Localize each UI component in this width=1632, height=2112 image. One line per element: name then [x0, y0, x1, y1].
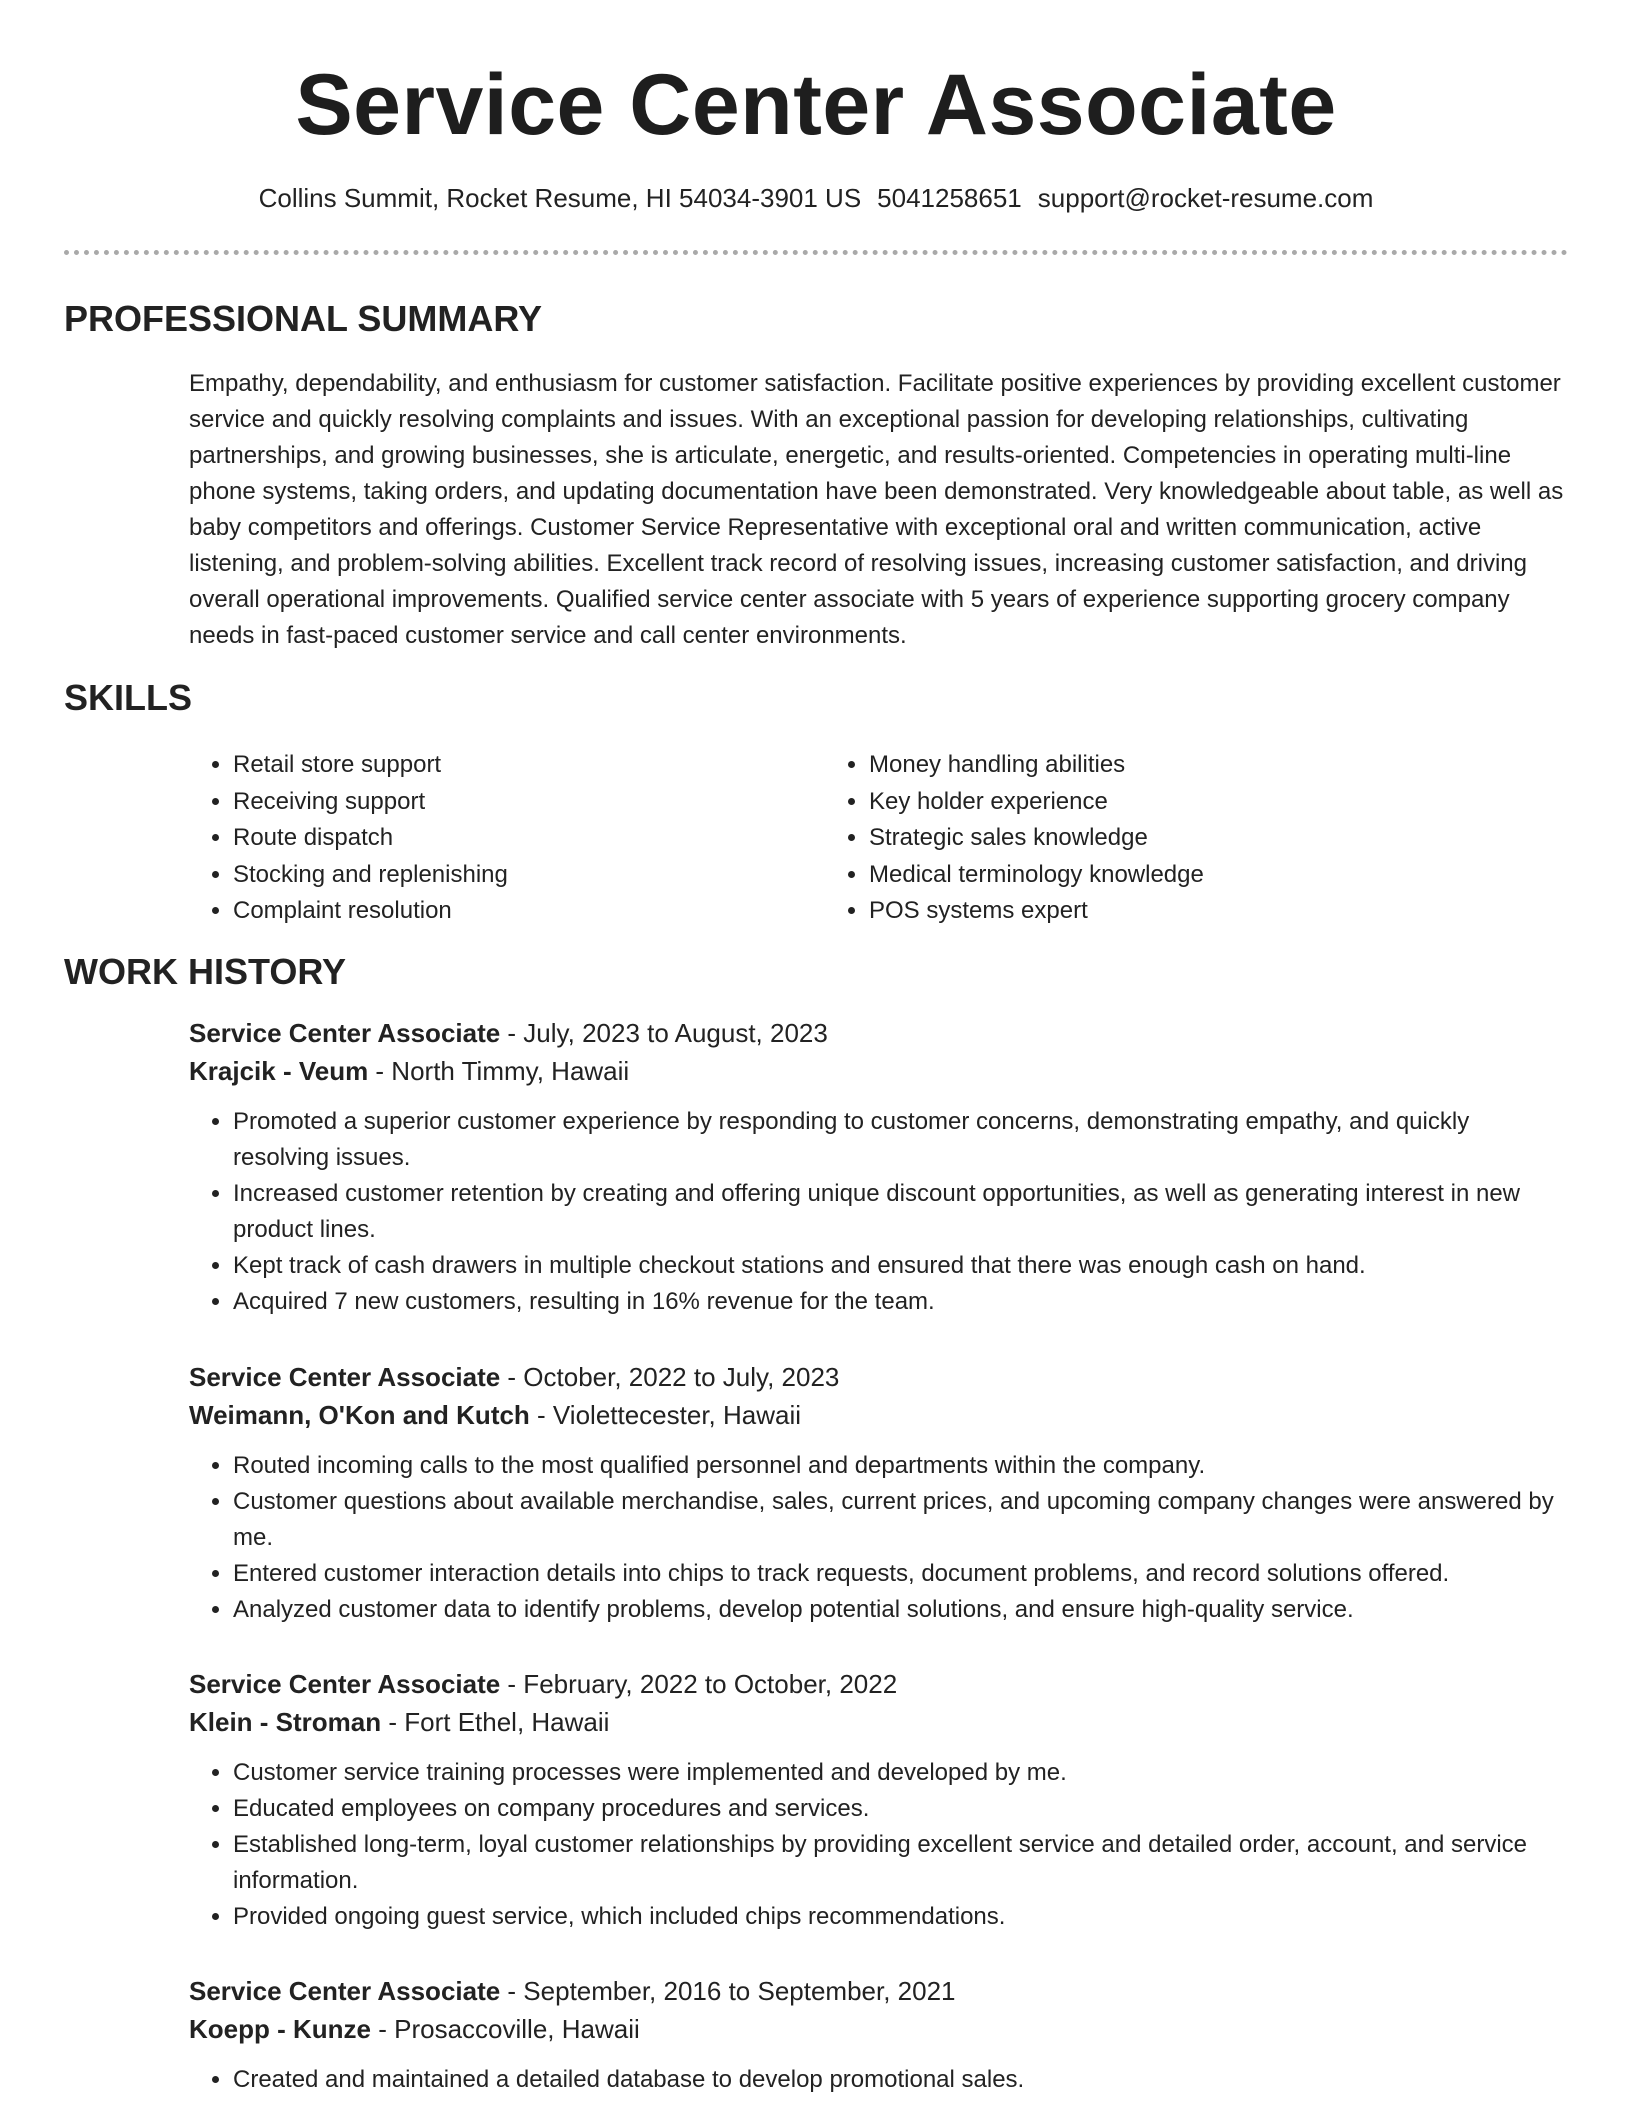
job-bullet: • Kept track of cash drawers in multiple checkout stations and ensured that there was enough cash on hand. — [233, 1248, 1569, 1284]
skill-item: • Route dispatch — [233, 820, 825, 857]
job-company: Koepp - Kunze — [189, 2014, 371, 2044]
job-bullet-list — [189, 1448, 1569, 1628]
job-entry — [189, 1972, 1569, 2098]
job-title-line — [189, 1014, 1569, 1052]
job-location: - Fort Ethel, Hawaii — [381, 1707, 610, 1737]
job-company: Klein - Stroman — [189, 1707, 382, 1737]
job-bullet: • Increased customer retention by creating and offering unique discount opportunities, as well as generating interest in new product lines. — [233, 1176, 1569, 1248]
job-location: - North Timmy, Hawaii — [368, 1056, 630, 1086]
job-dates: - February, 2022 to October, 2022 — [500, 1669, 898, 1699]
job-bullet: • Routed incoming calls to the most qualified personnel and departments within the company. — [233, 1448, 1569, 1484]
job-company: Krajcik - Veum — [189, 1056, 369, 1086]
job-location: - Prosaccoville, Hawaii — [371, 2014, 640, 2044]
contact-line — [0, 180, 1632, 216]
job-dates: - October, 2022 to July, 2023 — [500, 1362, 840, 1392]
job-title-line — [189, 1972, 1569, 2010]
skills-column-right — [825, 747, 1461, 930]
skill-item: • Strategic sales knowledge — [869, 820, 1461, 857]
job-bullet-list — [189, 1755, 1569, 1935]
skill-item: • Receiving support — [233, 784, 825, 821]
job-title-line — [189, 1665, 1569, 1703]
job-company-line — [189, 1396, 1569, 1434]
job-title: Service Center Associate — [189, 1362, 501, 1392]
job-title: Service Center Associate — [189, 1669, 501, 1699]
job-title: Service Center Associate — [189, 1976, 501, 2006]
skill-item: • Complaint resolution — [233, 893, 825, 930]
job-title: Service Center Associate — [189, 1018, 501, 1048]
skill-item: • Medical terminology knowledge — [869, 857, 1461, 894]
job-bullet-list — [189, 1104, 1569, 1320]
job-bullet: • Provided ongoing guest service, which included chips recommendations. — [233, 1899, 1569, 1935]
summary-text: Empathy, dependability, and enthusiasm for customer satisfaction. Facilitate positive experiences by providing excellent customer service and quickly resolving complaints and issues. With an exceptional passion for developing relationships, cultivating partnerships, and growing businesses, she is articulate, energetic, and results-oriented. Competencies in operating multi-line phone systems, taking orders, and updating documentation have been demonstrated. Very knowledgeable about table, as well as baby competitors and offerings. Customer Service Representative with exceptional oral and written communication, active listening, and problem-solving abilities. Excellent track record of resolving issues, increasing customer satisfaction, and driving overall operational improvements. Qualified service center associate with 5 years of experience supporting grocery company needs in fast-paced customer service and call center environments. — [189, 370, 1564, 649]
job-dates: - July, 2023 to August, 2023 — [500, 1018, 828, 1048]
contact-phone: 5041258651 — [877, 183, 1022, 213]
contact-address: Collins Summit, Rocket Resume, HI 54034-3901 US — [258, 183, 862, 213]
job-location: - Violettecester, Hawaii — [529, 1400, 802, 1430]
job-bullet: • Promoted a superior customer experience by responding to customer concerns, demonstrating empathy, and quickly resolving issues. — [233, 1104, 1569, 1176]
header-divider — [64, 250, 1568, 255]
skill-item: • Key holder experience — [869, 784, 1461, 821]
job-bullet: • Created and maintained a detailed database to develop promotional sales. — [233, 2062, 1569, 2098]
job-entry — [189, 1665, 1569, 1935]
summary-heading: PROFESSIONAL SUMMARY — [64, 298, 543, 339]
job-company-line — [189, 1052, 1569, 1090]
skill-item: • Stocking and replenishing — [233, 857, 825, 894]
job-bullet: • Established long-term, loyal customer relationships by providing excellent service and detailed order, account, and service information. — [233, 1827, 1569, 1899]
job-company-line — [189, 1703, 1569, 1741]
skill-item: • Money handling abilities — [869, 747, 1461, 784]
job-bullet-list — [189, 2062, 1569, 2098]
skill-item: • POS systems expert — [869, 893, 1461, 930]
job-title-line — [189, 1358, 1569, 1396]
job-dates: - September, 2016 to September, 2021 — [500, 1976, 956, 2006]
job-bullet: • Analyzed customer data to identify problems, develop potential solutions, and ensure high-quality service. — [233, 1592, 1569, 1628]
job-bullet: • Customer service training processes were implemented and developed by me. — [233, 1755, 1569, 1791]
contact-email: support@rocket-resume.com — [1037, 183, 1374, 213]
skills-column-left — [189, 747, 825, 930]
job-company: Weimann, O'Kon and Kutch — [189, 1400, 530, 1430]
job-bullet: • Educated employees on company procedures and services. — [233, 1791, 1569, 1827]
job-entry — [189, 1358, 1569, 1628]
skills-list — [189, 747, 1569, 930]
work-history-heading: WORK HISTORY — [64, 951, 347, 992]
job-bullet: • Acquired 7 new customers, resulting in 16% revenue for the team. — [233, 1284, 1569, 1320]
job-entry — [189, 1014, 1569, 1320]
skill-item: • Retail store support — [233, 747, 825, 784]
job-company-line — [189, 2010, 1569, 2048]
job-bullet: • Customer questions about available merchandise, sales, current prices, and upcoming company changes were answered by me. — [233, 1484, 1569, 1556]
skills-heading: SKILLS — [64, 677, 193, 718]
resume-name: Service Center Associate — [295, 57, 1337, 153]
job-bullet: • Entered customer interaction details into chips to track requests, document problems, and record solutions offered. — [233, 1556, 1569, 1592]
